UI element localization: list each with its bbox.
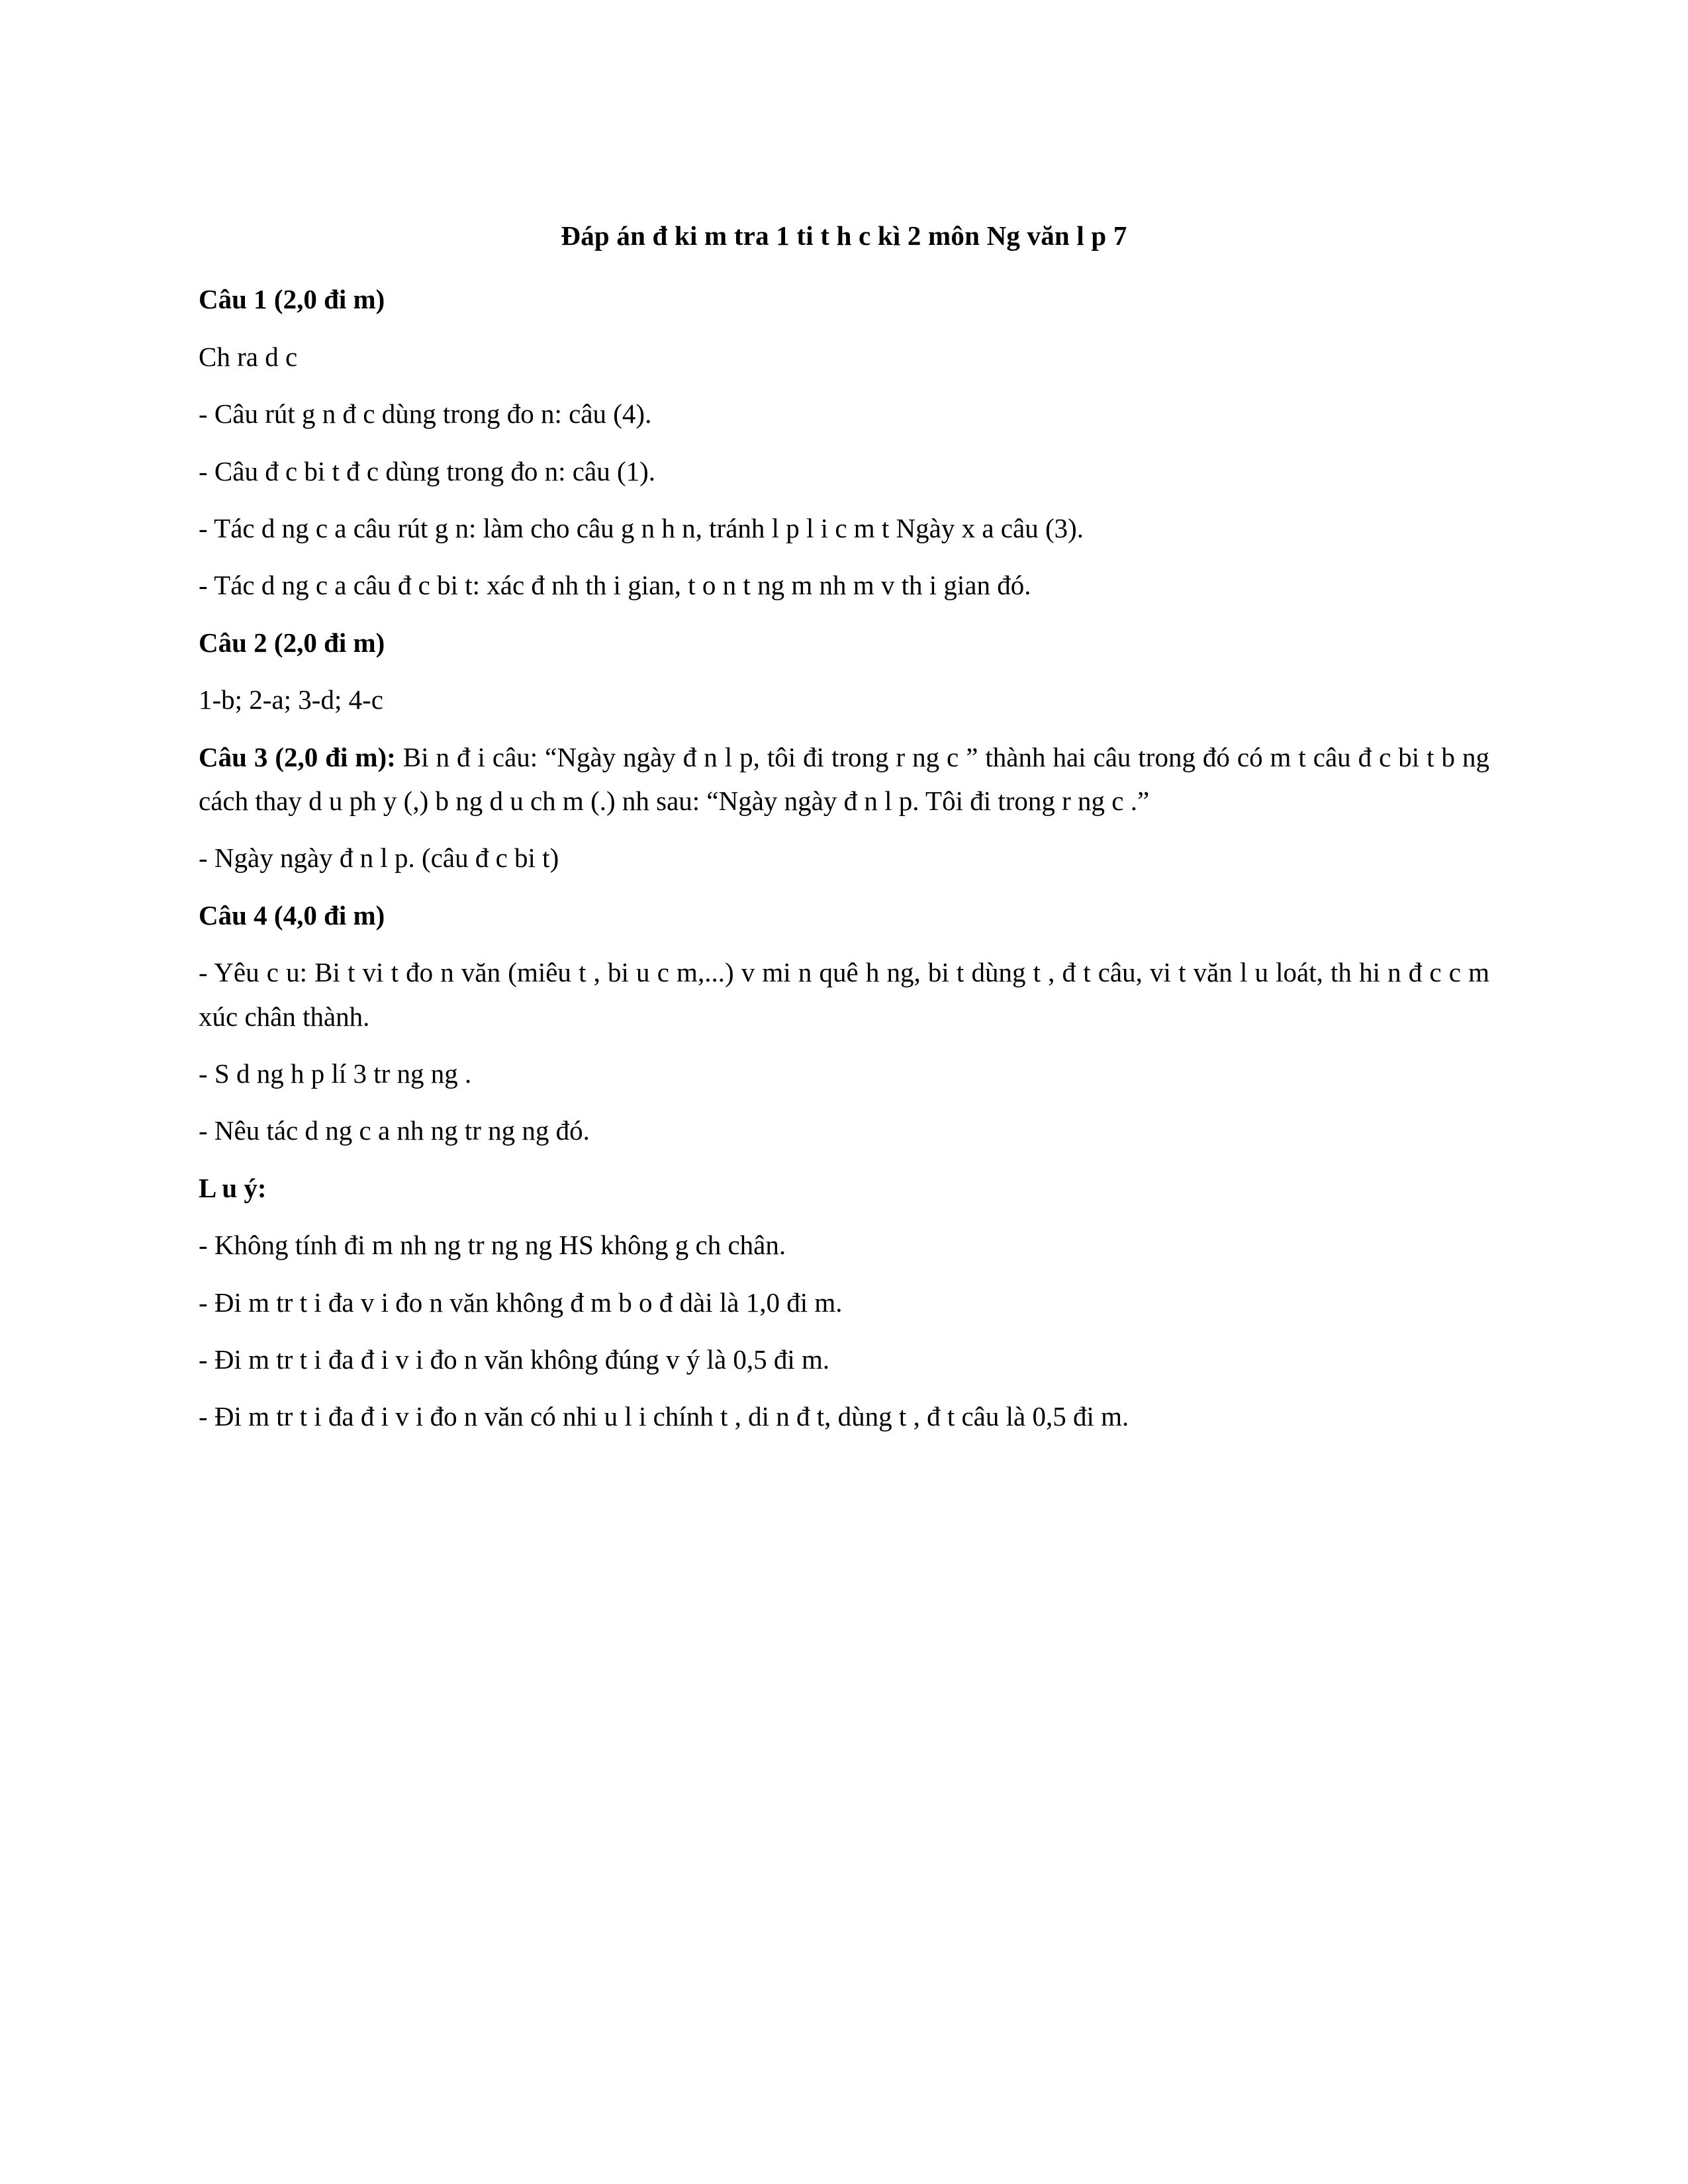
section-2-line-1: 1-b; 2-a; 3-d; 4-c bbox=[199, 684, 383, 715]
note-line-2: - Đi m tr t i đa v i đo n văn không đ m b o đ dài là 1,0 đi m. bbox=[199, 1287, 843, 1318]
page-title: Đáp án đ ki m tra 1 ti t h c kì 2 môn Ng văn l p 7 bbox=[561, 220, 1127, 251]
note-heading: L u ý: bbox=[199, 1172, 267, 1203]
section-4-line-1: - Yêu c u: Bi t vi t đo n văn (miêu t , bi u c m,...) v mi n quê h ng, bi t dùng t , đ t câu, vi t văn l u loát, th hi n đ c c m xúc chân thành. bbox=[199, 957, 1489, 1032]
section-1-line-1: Ch ra d c bbox=[199, 341, 298, 372]
section-1-line-2: - Câu rút g n đ c dùng trong đo n: câu (4). bbox=[199, 398, 652, 430]
note-line-1: - Không tính đi m nh ng tr ng ng HS không g ch chân. bbox=[199, 1230, 786, 1261]
section-3-paragraph bbox=[199, 735, 1489, 823]
section-4-line-3: - Nêu tác d ng c a nh ng tr ng ng đó. bbox=[199, 1115, 590, 1146]
note-line-4: - Đi m tr t i đa đ i v i đo n văn có nhi u l i chính t , di n đ t, dùng t , đ t câu là 0,5 đi m. bbox=[199, 1401, 1129, 1432]
section-4-line-2: - S d ng h p lí 3 tr ng ng . bbox=[199, 1058, 472, 1089]
section-1-line-3: - Câu đ c bi t đ c dùng trong đo n: câu (1). bbox=[199, 455, 656, 486]
section-1-line-5: - Tác d ng c a câu đ c bi t: xác đ nh th i gian, t o n t ng m nh m v th i gian đó. bbox=[199, 570, 1031, 601]
section-heading-cau-1: Câu 1 (2,0 đi m) bbox=[199, 284, 385, 315]
section-heading-cau-3: Câu 3 (2,0 đi m): bbox=[199, 741, 396, 772]
section-3-body: Bi n đ i câu: “Ngày ngày đ n l p, tôi đi trong r ng c ” thành hai câu trong đó có m t câu đ c bi t b ng cách thay d u ph y (,) b ng d u ch m (.) nh sau: “Ngày ngày đ n l p. Tôi đi trong r ng c .” bbox=[199, 741, 1490, 816]
note-line-3: - Đi m tr t i đa đ i v i đo n văn không đúng v ý là 0,5 đi m. bbox=[199, 1344, 830, 1375]
section-heading-cau-2: Câu 2 (2,0 đi m) bbox=[199, 627, 385, 658]
section-3-line-1: - Ngày ngày đ n l p. (câu đ c bi t) bbox=[199, 842, 559, 874]
section-1-line-4: - Tác d ng c a câu rút g n: làm cho câu g n h n, tránh l p l i c m t Ngày x a câu (3). bbox=[199, 512, 1084, 543]
section-heading-cau-4: Câu 4 (4,0 đi m) bbox=[199, 899, 385, 931]
